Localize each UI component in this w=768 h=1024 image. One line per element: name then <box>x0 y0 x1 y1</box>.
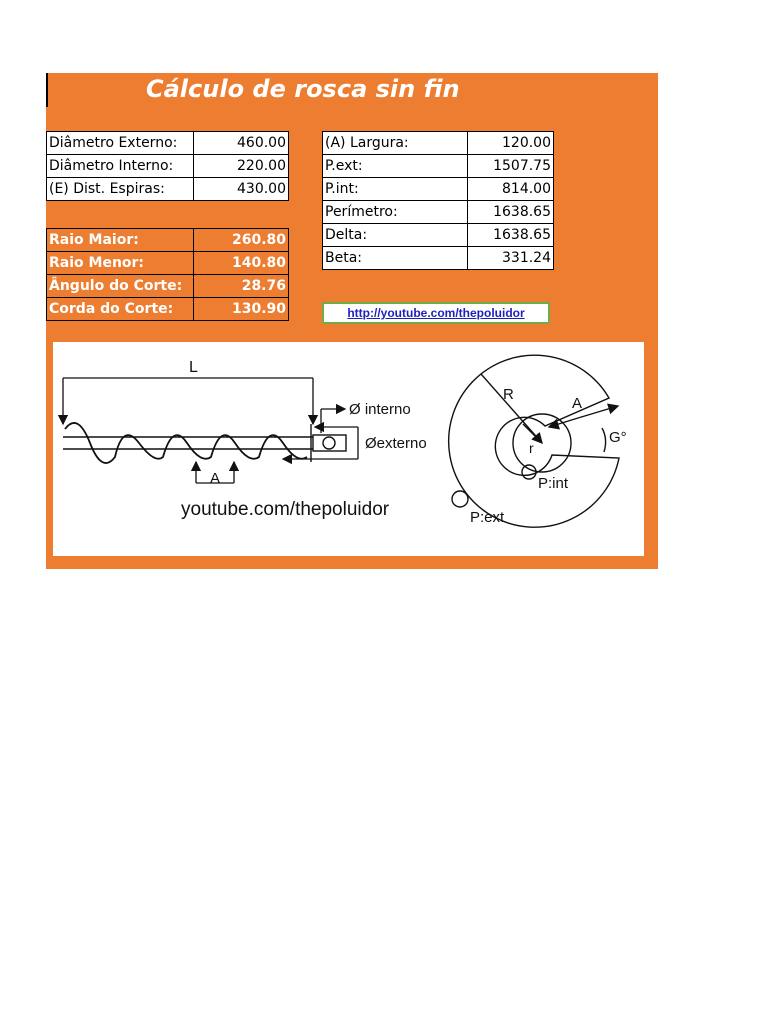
input-label: Diâmetro Interno: <box>47 155 194 178</box>
label-A-left: A <box>210 470 221 487</box>
right-table <box>322 131 554 270</box>
input-value[interactable]: 430.00 <box>194 178 289 201</box>
screw-diagram <box>53 342 644 556</box>
right-value: 1507.75 <box>468 155 554 178</box>
result-label: Ângulo do Corte: <box>47 275 194 298</box>
screw-shaft <box>63 423 346 463</box>
label-R: R <box>503 386 514 403</box>
table-row <box>323 201 554 224</box>
interno-arrow <box>321 409 345 433</box>
cell-border <box>46 73 48 107</box>
youtube-link-cell <box>322 302 550 324</box>
right-value: 331.24 <box>468 247 554 270</box>
right-label: P.ext: <box>323 155 468 178</box>
table-row <box>323 155 554 178</box>
inputs-table <box>46 131 289 201</box>
right-label: Perímetro: <box>323 201 468 224</box>
result-value: 260.80 <box>194 229 289 252</box>
right-label: Beta: <box>323 247 468 270</box>
table-row <box>47 275 289 298</box>
table-row <box>47 178 289 201</box>
right-value: 814.00 <box>468 178 554 201</box>
table-row <box>47 155 289 178</box>
youtube-link[interactable]: http://youtube.com/thepoluidor <box>347 306 525 320</box>
input-value[interactable]: 460.00 <box>194 132 289 155</box>
diagram-svg <box>53 342 644 556</box>
length-dimension <box>63 378 313 424</box>
label-pint: P:int <box>538 475 569 492</box>
right-label: P.int: <box>323 178 468 201</box>
label-G: G° <box>609 429 627 446</box>
label-externo: Øexterno <box>365 435 427 452</box>
result-value: 28.76 <box>194 275 289 298</box>
label-pext: P:ext <box>470 509 505 526</box>
input-value[interactable]: 220.00 <box>194 155 289 178</box>
right-value: 1638.65 <box>468 201 554 224</box>
label-L: L <box>189 359 198 376</box>
table-row <box>323 247 554 270</box>
label-interno: Ø interno <box>349 401 411 418</box>
table-row <box>47 132 289 155</box>
table-row <box>47 298 289 321</box>
label-A-right: A <box>572 395 583 412</box>
right-value: 1638.65 <box>468 224 554 247</box>
right-label: Delta: <box>323 224 468 247</box>
input-label: Diâmetro Externo: <box>47 132 194 155</box>
table-row <box>323 132 554 155</box>
result-value: 130.90 <box>194 298 289 321</box>
result-label: Raio Maior: <box>47 229 194 252</box>
watermark-text: youtube.com/thepoluidor <box>181 499 390 520</box>
input-label: (E) Dist. Espiras: <box>47 178 194 201</box>
results-table <box>46 228 289 321</box>
table-row <box>323 178 554 201</box>
page-title: Cálculo de rosca sin fin <box>146 75 460 103</box>
right-value[interactable]: 120.00 <box>468 132 554 155</box>
label-r: r <box>529 440 534 456</box>
result-value: 140.80 <box>194 252 289 275</box>
right-label: (A) Largura: <box>323 132 468 155</box>
table-row <box>47 229 289 252</box>
table-row <box>323 224 554 247</box>
result-label: Corda do Corte: <box>47 298 194 321</box>
disk-development <box>449 355 619 527</box>
spreadsheet-area <box>46 73 658 569</box>
result-label: Raio Menor: <box>47 252 194 275</box>
table-row <box>47 252 289 275</box>
